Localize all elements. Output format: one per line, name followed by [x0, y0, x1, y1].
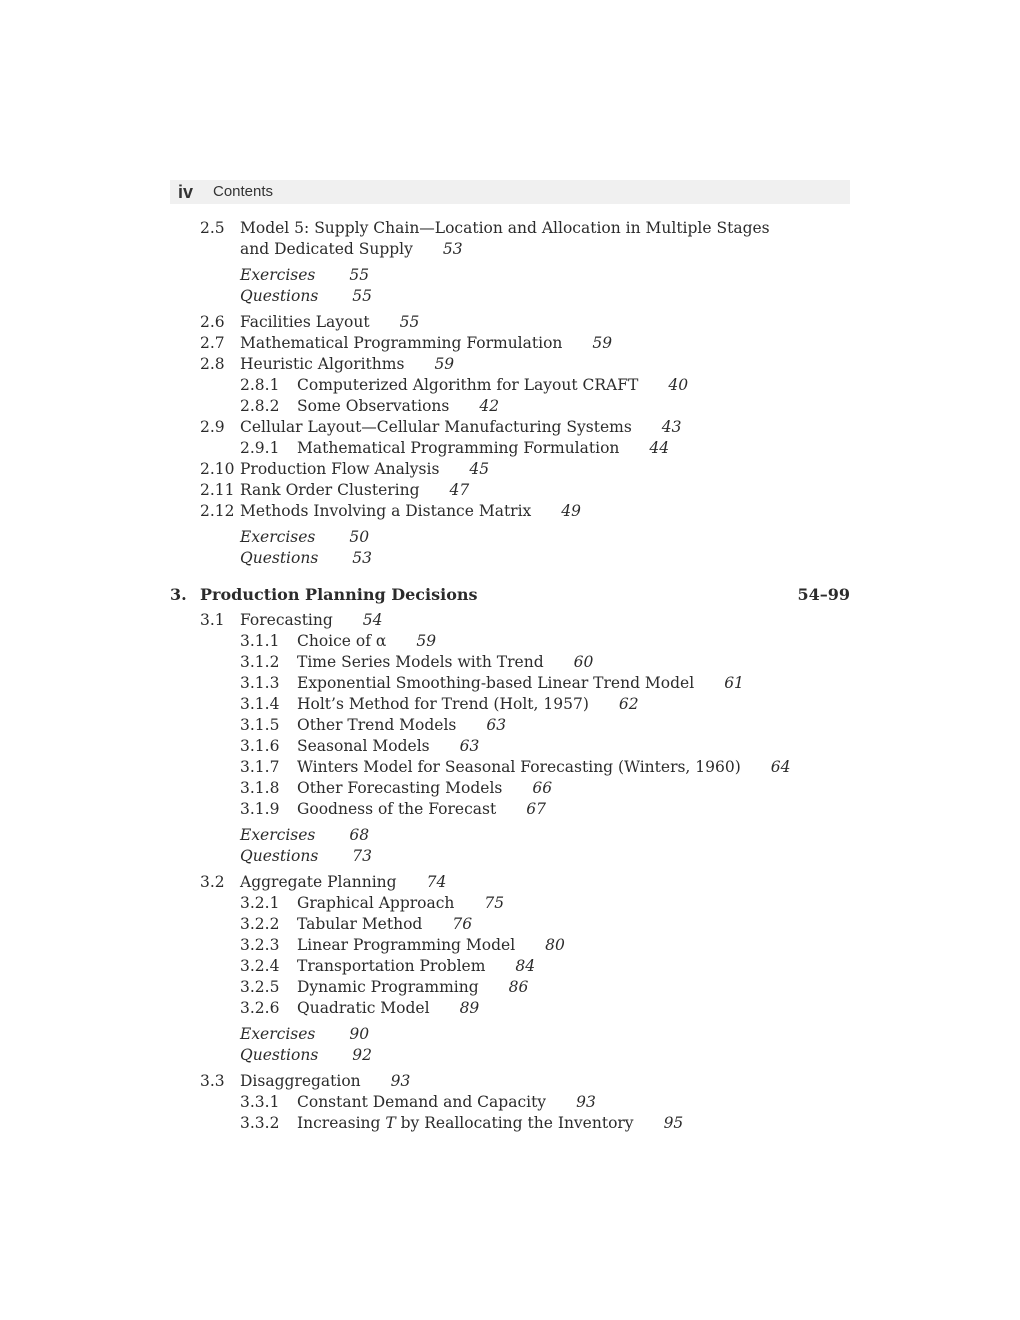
page-ref: 53 — [352, 549, 373, 567]
section-number: 3.3 — [200, 1072, 225, 1090]
page-ref: 45 — [469, 460, 490, 478]
section-number: 3.2 — [200, 873, 225, 891]
exercises-entry[interactable] — [240, 265, 369, 286]
questions-label: Questions — [240, 549, 319, 567]
page-ref: 86 — [508, 978, 529, 996]
subsection-number: 3.1.8 — [240, 779, 280, 797]
section-number: 2.10 — [200, 460, 235, 478]
toc-subentry[interactable] — [240, 956, 535, 977]
subsection-number: 3.2.6 — [240, 999, 280, 1017]
page-ref: 55 — [352, 287, 373, 305]
subsection-title: Computerized Algorithm for Layout CRAFT — [297, 376, 639, 394]
toc-subentry[interactable] — [240, 998, 479, 1019]
page-ref: 73 — [352, 847, 373, 865]
section-title: Mathematical Programming Formulation — [240, 334, 563, 352]
subsection-number: 3.2.1 — [240, 894, 280, 912]
toc-subentry[interactable] — [240, 935, 565, 956]
subsection-title: Linear Programming Model — [297, 936, 516, 954]
toc-subentry[interactable] — [240, 396, 499, 417]
exercises-label: Exercises — [240, 1025, 316, 1043]
page-ref: 93 — [576, 1093, 596, 1111]
chapter-entry[interactable] — [170, 584, 478, 605]
toc-entry[interactable] — [200, 459, 489, 480]
page-ref: 43 — [661, 418, 682, 436]
chapter-number: 3. — [170, 585, 187, 604]
subsection-title: Goodness of the Forecast — [297, 800, 497, 818]
section-number: 2.11 — [200, 481, 235, 499]
page-ref: 64 — [770, 758, 791, 776]
toc-entry[interactable] — [200, 1071, 410, 1092]
running-title: Contents — [213, 183, 274, 200]
toc-subentry[interactable] — [240, 893, 504, 914]
subsection-title: Other Forecasting Models — [297, 779, 503, 797]
subsection-title: Constant Demand and Capacity — [297, 1093, 547, 1111]
section-title: Heuristic Algorithms — [240, 355, 405, 373]
page-ref: 42 — [479, 397, 500, 415]
section-title: Cellular Layout—Cellular Manufacturing Systems — [240, 418, 632, 436]
toc-subentry[interactable] — [240, 694, 639, 715]
exercises-entry[interactable] — [240, 825, 369, 846]
toc-entry[interactable] — [200, 501, 581, 522]
subsection-number: 3.1.3 — [240, 674, 280, 692]
page-ref: 55 — [349, 266, 370, 284]
questions-label: Questions — [240, 287, 319, 305]
toc-subentry[interactable] — [240, 438, 669, 459]
toc-entry[interactable] — [200, 480, 469, 501]
toc-entry[interactable] — [200, 218, 770, 239]
toc-entry[interactable] — [200, 872, 446, 893]
subsection-title: Some Observations — [297, 397, 450, 415]
page-number: iv — [178, 182, 194, 202]
page-ref: 63 — [486, 716, 507, 734]
page-ref: 63 — [459, 737, 480, 755]
section-title: Facilities Layout — [240, 313, 370, 331]
toc-subentry[interactable] — [240, 1092, 596, 1113]
page-ref: 89 — [459, 999, 480, 1017]
variable-t: T — [385, 1114, 396, 1132]
toc-subentry[interactable] — [240, 757, 791, 778]
questions-entry[interactable] — [240, 1045, 372, 1066]
toc-subentry[interactable] — [240, 631, 436, 652]
subsection-title: Tabular Method — [297, 915, 423, 933]
section-title: Rank Order Clustering — [240, 481, 420, 499]
toc-entry[interactable] — [200, 312, 419, 333]
toc-subentry[interactable] — [240, 715, 506, 736]
subsection-title: Quadratic Model — [297, 999, 430, 1017]
chapter-title: Production Planning Decisions — [200, 585, 478, 604]
page-ref: 90 — [349, 1025, 370, 1043]
page-ref: 80 — [545, 936, 565, 954]
subsection-number: 3.2.2 — [240, 915, 280, 933]
section-title: Production Flow Analysis — [240, 460, 440, 478]
page-ref: 67 — [526, 800, 546, 818]
section-number: 2.9 — [200, 418, 225, 436]
toc-subentry[interactable] — [240, 914, 472, 935]
toc-subentry[interactable] — [240, 736, 479, 757]
exercises-entry[interactable] — [240, 527, 369, 548]
toc-subentry[interactable] — [240, 977, 528, 998]
questions-entry[interactable] — [240, 548, 372, 569]
subsection-title: Time Series Models with Trend — [297, 653, 544, 671]
section-title: Aggregate Planning — [240, 873, 397, 891]
section-number: 2.7 — [200, 334, 225, 352]
toc-entry[interactable] — [200, 610, 383, 631]
toc-subentry[interactable] — [240, 778, 552, 799]
page-ref: 92 — [352, 1046, 373, 1064]
toc-subentry[interactable] — [240, 652, 593, 673]
subsection-number: 3.1.4 — [240, 695, 280, 713]
page-ref: 47 — [449, 481, 470, 499]
subsection-title-rest: by Reallocating the Inventory — [395, 1114, 634, 1132]
toc-subentry[interactable] — [240, 673, 744, 694]
section-title: Disaggregation — [240, 1072, 361, 1090]
section-number: 2.5 — [200, 219, 225, 237]
subsection-number: 2.8.2 — [240, 397, 280, 415]
page-ref: 49 — [561, 502, 582, 520]
questions-entry[interactable] — [240, 286, 372, 307]
questions-label: Questions — [240, 847, 319, 865]
subsection-title: Holt’s Method for Trend (Holt, 1957) — [297, 695, 589, 713]
subsection-title: Winters Model for Seasonal Forecasting (Winters, 1960) — [297, 758, 741, 776]
page-ref: 59 — [592, 334, 613, 352]
page-ref: 68 — [349, 826, 370, 844]
page-ref: 76 — [452, 915, 473, 933]
page-ref: 53 — [442, 240, 463, 258]
subsection-number: 3.1.1 — [240, 632, 280, 650]
subsection-number: 2.8.1 — [240, 376, 280, 394]
section-title: Methods Involving a Distance Matrix — [240, 502, 532, 520]
page-ref: 61 — [724, 674, 744, 692]
page-ref: 95 — [663, 1114, 684, 1132]
page-ref: 59 — [434, 355, 455, 373]
toc-entry[interactable] — [200, 354, 454, 375]
exercises-label: Exercises — [240, 528, 316, 546]
exercises-entry[interactable] — [240, 1024, 369, 1045]
subsection-number: 2.9.1 — [240, 439, 280, 457]
subsection-number: 3.1.2 — [240, 653, 280, 671]
page-ref: 84 — [515, 957, 536, 975]
toc-subentry[interactable] — [240, 375, 688, 396]
toc-subentry[interactable] — [240, 1113, 683, 1134]
section-number: 2.8 — [200, 355, 225, 373]
section-title: Forecasting — [240, 611, 333, 629]
subsection-number: 3.2.4 — [240, 957, 280, 975]
section-number: 3.1 — [200, 611, 225, 629]
exercises-label: Exercises — [240, 266, 316, 284]
page-ref: 60 — [573, 653, 594, 671]
subsection-title: Dynamic Programming — [297, 978, 479, 996]
subsection-title: Mathematical Programming Formulation — [297, 439, 620, 457]
questions-entry[interactable] — [240, 846, 372, 867]
section-number: 2.12 — [200, 502, 235, 520]
page-ref: 59 — [416, 632, 437, 650]
page-ref: 55 — [399, 313, 420, 331]
page-ref: 54 — [362, 611, 383, 629]
subsection-number: 3.3.1 — [240, 1093, 280, 1111]
questions-label: Questions — [240, 1046, 319, 1064]
page-ref: 66 — [532, 779, 553, 797]
page-ref: 74 — [426, 873, 447, 891]
subsection-title: Graphical Approach — [297, 894, 455, 912]
toc-entry-continuation[interactable] — [240, 239, 463, 260]
section-number: 2.6 — [200, 313, 225, 331]
subsection-number: 3.1.6 — [240, 737, 280, 755]
page-ref: 75 — [484, 894, 505, 912]
subsection-title: Increasing — [297, 1114, 386, 1132]
subsection-number: 3.1.7 — [240, 758, 280, 776]
subsection-number: 3.1.5 — [240, 716, 280, 734]
toc-entry[interactable] — [200, 333, 612, 354]
page-ref: 62 — [618, 695, 639, 713]
page-ref: 40 — [668, 376, 689, 394]
subsection-title: Seasonal Models — [297, 737, 430, 755]
toc-subentry[interactable] — [240, 799, 546, 820]
section-title: Model 5: Supply Chain—Location and Allocation in Multiple Stages — [240, 219, 770, 237]
section-title: and Dedicated Supply — [240, 240, 413, 258]
chapter-page-range: 54–99 — [797, 585, 850, 604]
subsection-title: Exponential Smoothing-based Linear Trend Model — [297, 674, 695, 692]
page-ref: 44 — [649, 439, 670, 457]
subsection-title: Other Trend Models — [297, 716, 457, 734]
subsection-number: 3.3.2 — [240, 1114, 280, 1132]
exercises-label: Exercises — [240, 826, 316, 844]
subsection-number: 3.2.5 — [240, 978, 280, 996]
subsection-title: Transportation Problem — [297, 957, 486, 975]
toc-entry[interactable] — [200, 417, 682, 438]
page-ref: 93 — [390, 1072, 411, 1090]
subsection-number: 3.2.3 — [240, 936, 280, 954]
subsection-number: 3.1.9 — [240, 800, 280, 818]
page-ref: 50 — [349, 528, 370, 546]
subsection-title: Choice of α — [297, 632, 387, 650]
page-header — [170, 180, 850, 204]
